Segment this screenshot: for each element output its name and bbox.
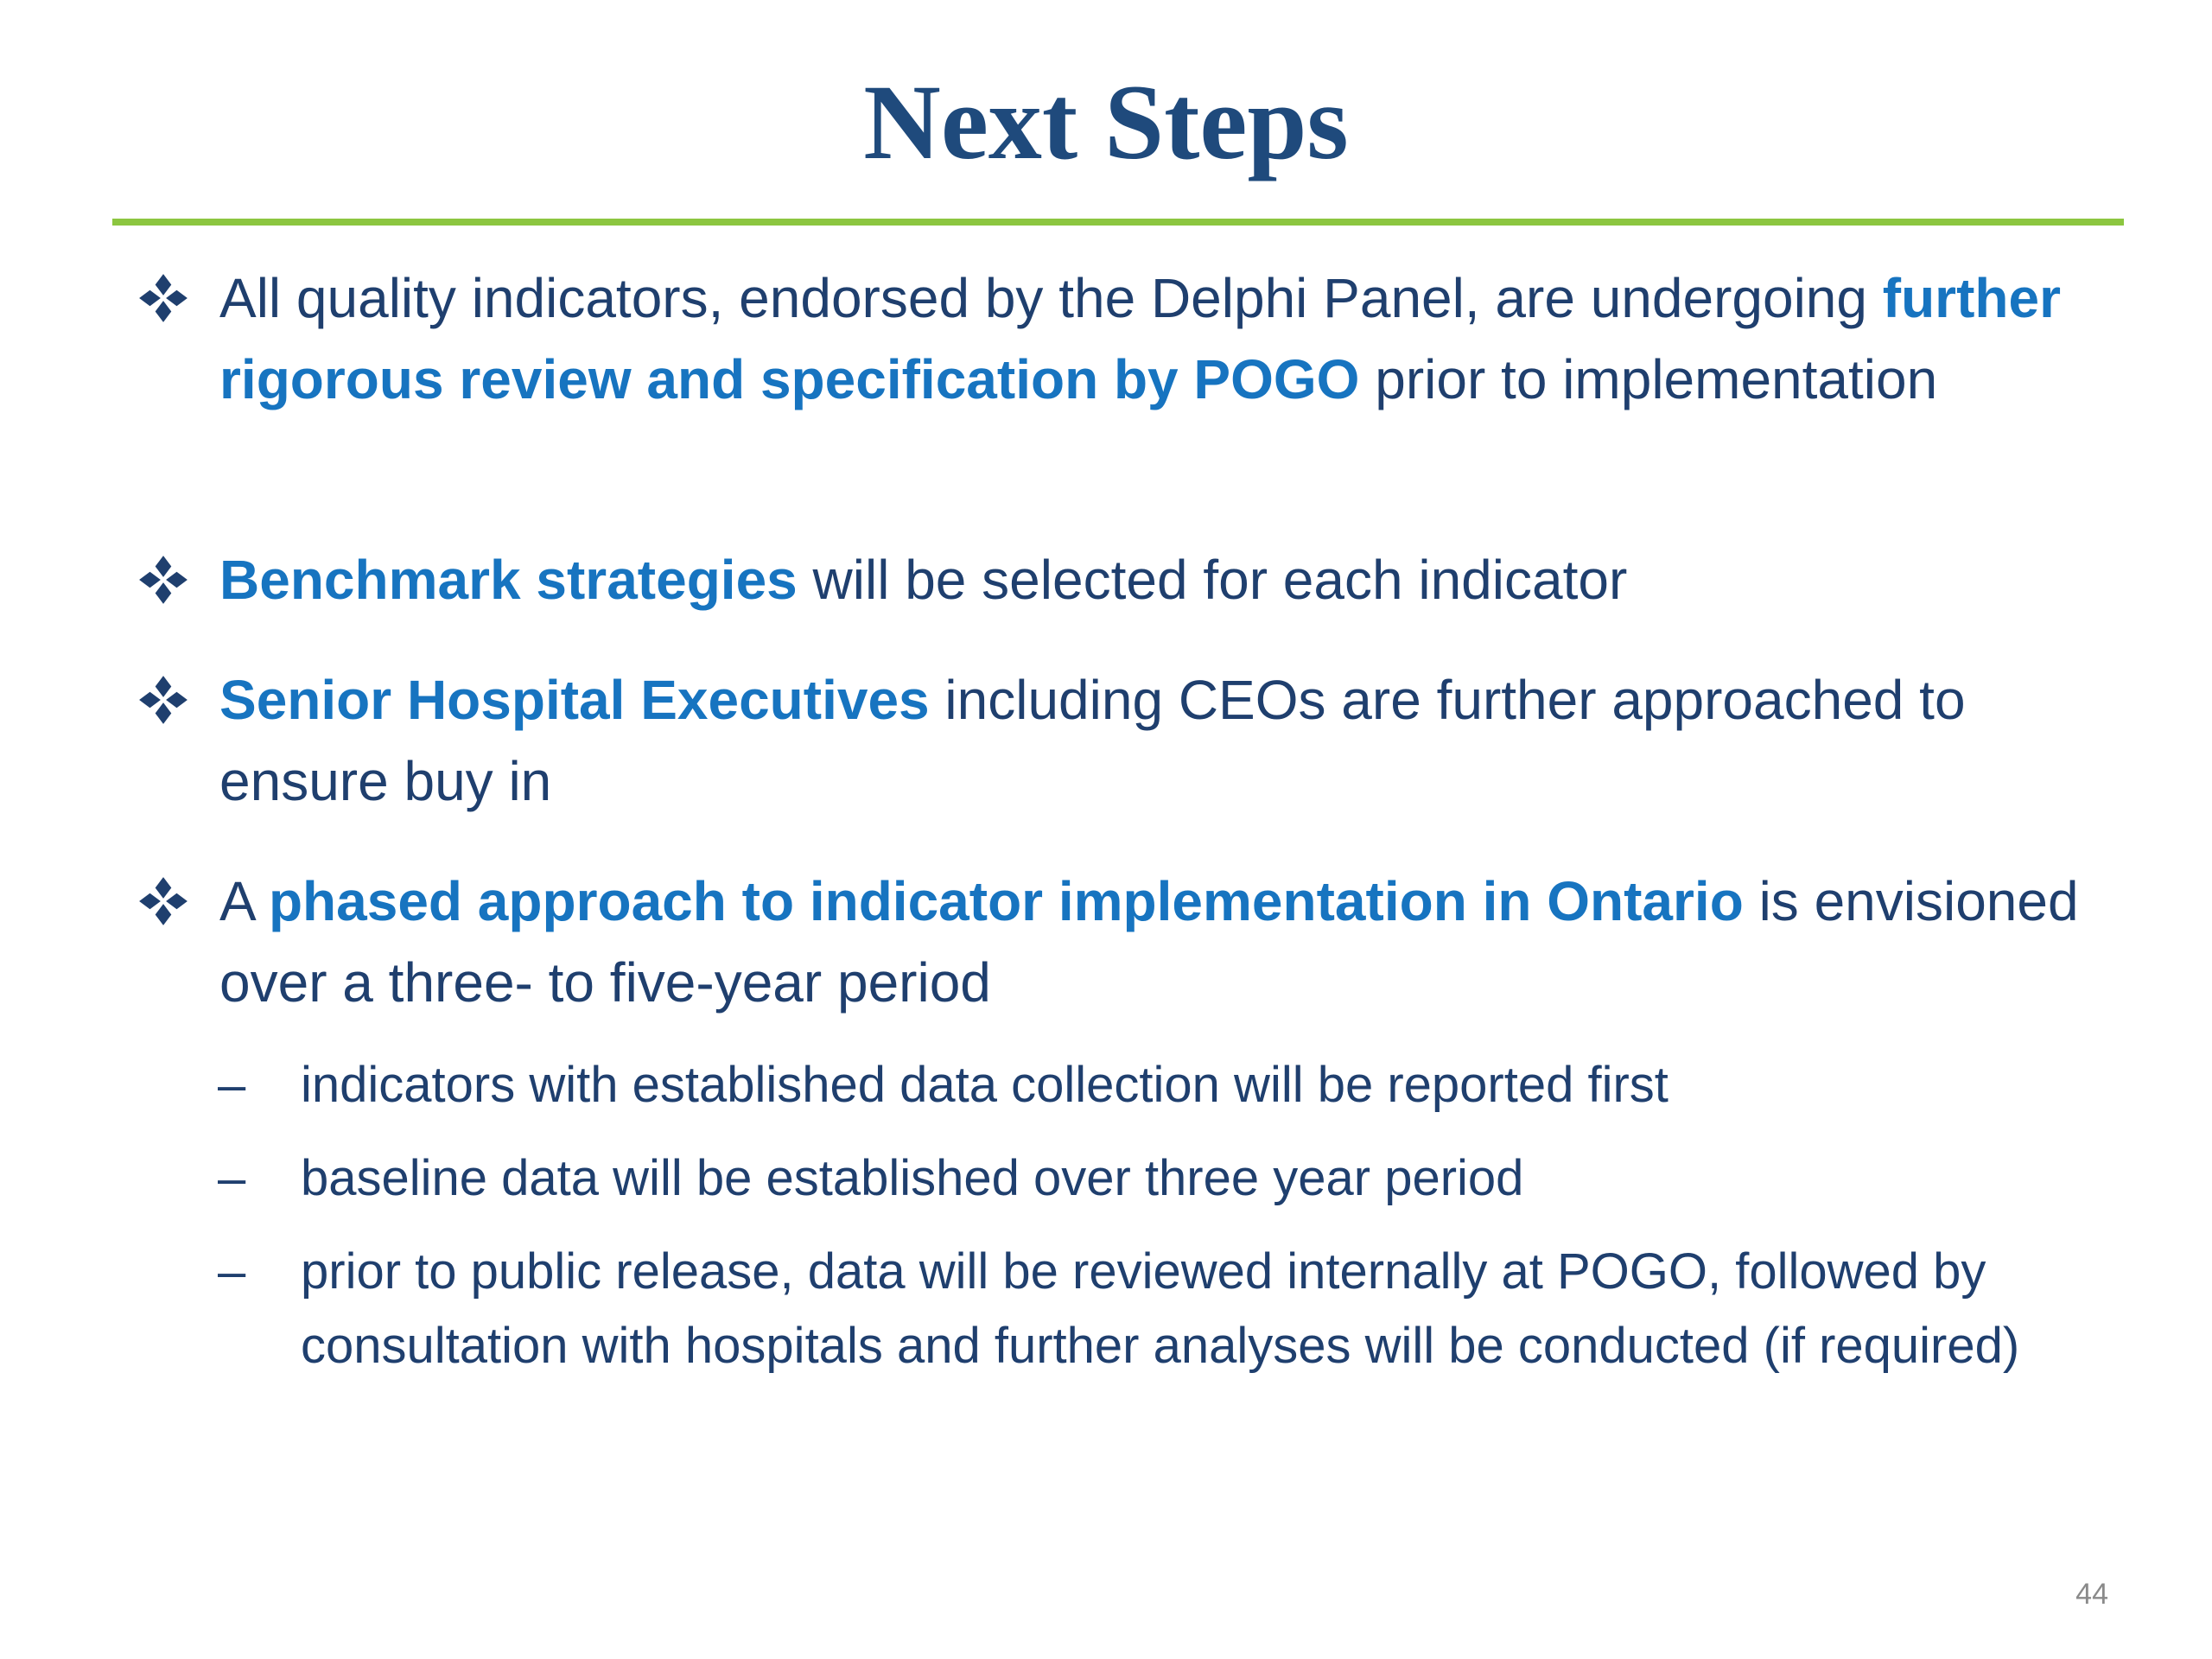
four-diamond-bullet-icon — [137, 874, 190, 928]
sub-bullet-dash: – — [218, 1150, 246, 1206]
four-diamond-bullet-icon — [137, 673, 190, 727]
bullet-text-post: including CEOs are further approached to ensure buy in — [219, 669, 1966, 812]
bullet-text — [219, 539, 2141, 620]
four-diamond-bullet-icon — [137, 271, 190, 325]
bullet-text — [219, 659, 2141, 822]
bullet-item — [137, 257, 2141, 420]
sub-bullet-item — [218, 1141, 2153, 1216]
bullet-text — [219, 861, 2141, 1023]
bullet-highlight: further rigorous review and specification by POGO — [219, 267, 2061, 410]
bullet-text-post: is envisioned over a three- to five-year period — [219, 870, 2079, 1014]
bullet-item — [137, 861, 2141, 1023]
bullet-text-post: will be selected for each indicator — [797, 549, 1628, 611]
sub-bullet-item — [218, 1235, 2153, 1383]
sub-bullet-dash: – — [218, 1057, 246, 1113]
sub-bullet-item — [218, 1048, 2153, 1122]
bullet-highlight: Senior Hospital Executives — [219, 669, 930, 731]
sub-bullet-text: baseline data will be established over three year period — [301, 1150, 1524, 1206]
four-diamond-bullet-icon — [137, 553, 190, 607]
bullet-text-pre: A — [219, 870, 269, 932]
bullet-text-pre: All quality indicators, endorsed by the Delphi Panel, are undergoing — [219, 267, 1883, 329]
sub-bullet-text: prior to public release, data will be reviewed internally at POGO, followed by consultation with hospitals and further analyses will be conducted (if required) — [301, 1243, 2020, 1374]
sub-bullet-dash: – — [218, 1243, 246, 1300]
slide-title: Next Steps — [863, 63, 1349, 181]
sub-bullet-text: indicators with established data collection will be reported first — [301, 1057, 1669, 1113]
bullet-text-post: prior to implementation — [1359, 348, 1938, 410]
bullet-highlight: Benchmark strategies — [219, 549, 798, 611]
bullet-text — [219, 257, 2141, 420]
title-divider — [112, 219, 2124, 226]
page-number: 44 — [2075, 1578, 2108, 1611]
bullet-item — [137, 659, 2141, 822]
bullet-item — [137, 539, 2141, 620]
bullet-highlight: phased approach to indicator implementation in Ontario — [268, 870, 1744, 932]
